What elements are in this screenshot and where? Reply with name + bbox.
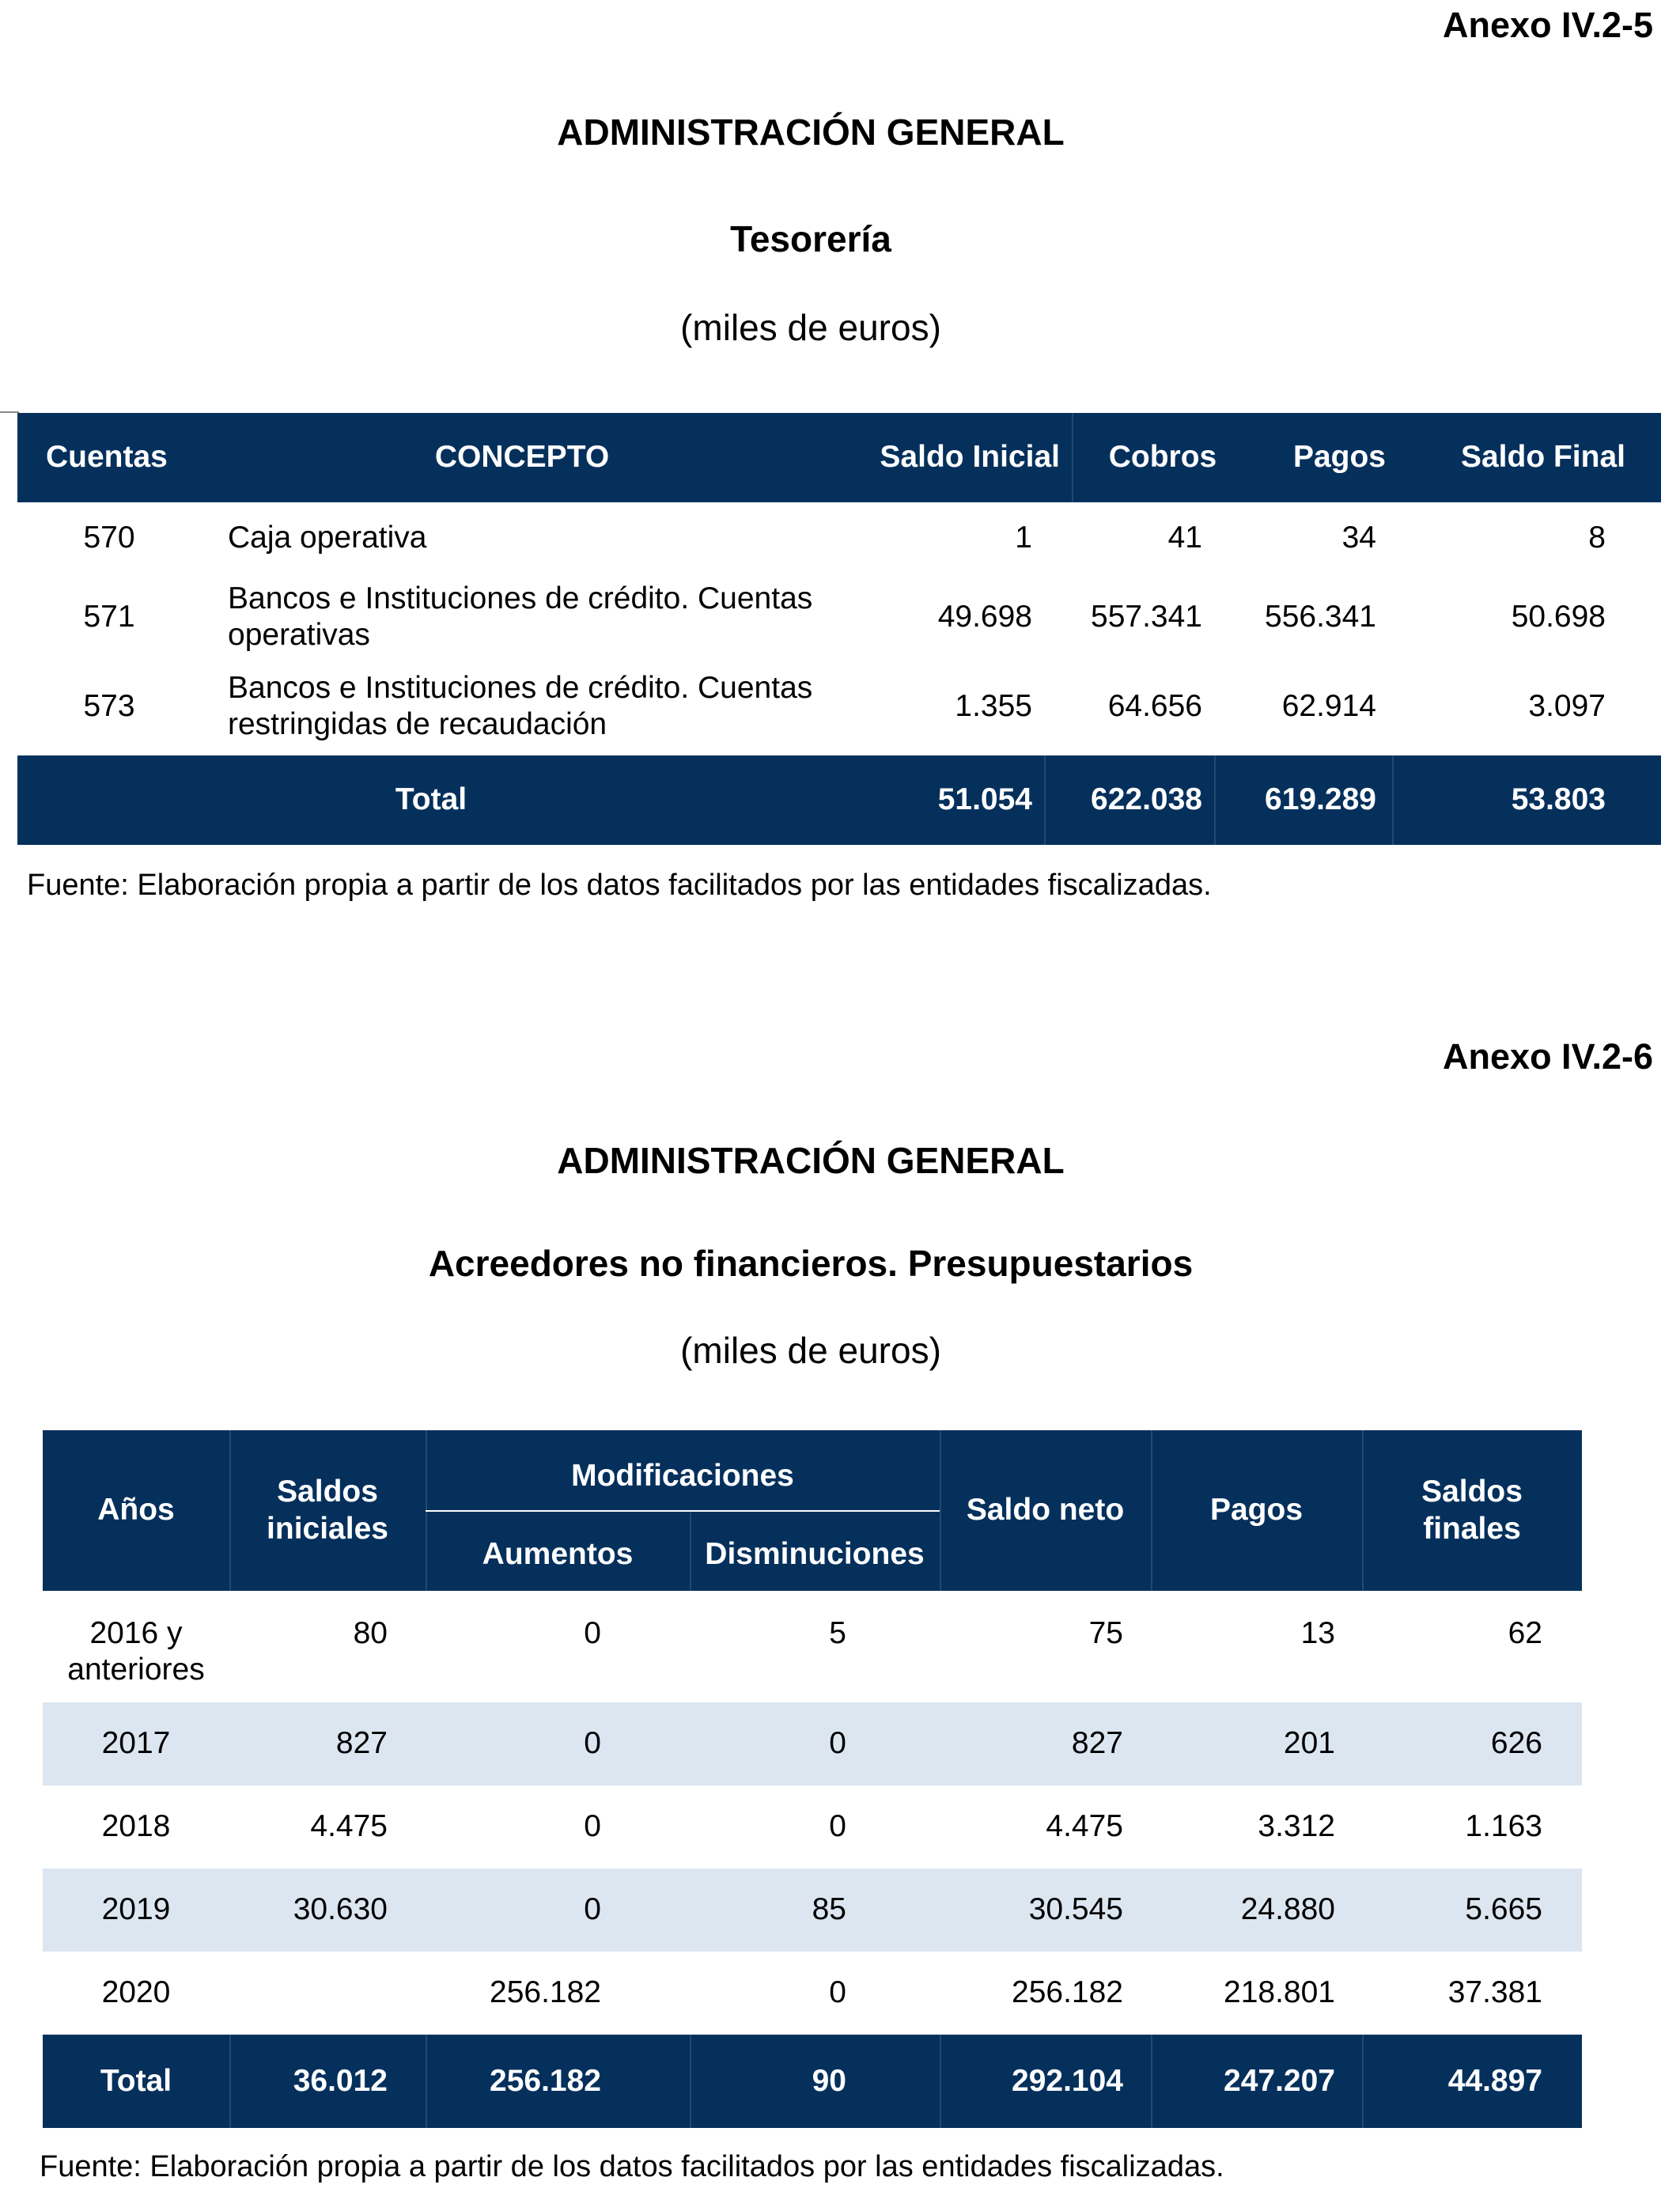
cell-aumentos: 0 bbox=[584, 1616, 601, 1650]
header-line: Saldos bbox=[1421, 1475, 1523, 1509]
cell-cuenta: 573 bbox=[83, 688, 135, 723]
cell-saldos-iniciales: 80 bbox=[353, 1616, 388, 1650]
cell-saldo-inicial: 1 bbox=[1015, 520, 1032, 555]
header-line: finales bbox=[1423, 1511, 1521, 1546]
total-label: Total bbox=[100, 2063, 172, 2098]
cell-saldo-inicial: 49.698 bbox=[937, 599, 1032, 634]
cell-pagos: 218.801 bbox=[1224, 1975, 1335, 2010]
cell-pagos: 13 bbox=[1300, 1616, 1335, 1650]
cell-cobros: 557.341 bbox=[1091, 599, 1202, 634]
total-saldo-neto: 292.104 bbox=[1012, 2063, 1123, 2098]
cell-aumentos: 0 bbox=[584, 1809, 601, 1844]
cell-saldo-neto: 4.475 bbox=[1046, 1809, 1123, 1844]
cell-saldos-iniciales: 30.630 bbox=[293, 1892, 388, 1927]
ano-line: 2016 y bbox=[89, 1616, 183, 1650]
cell-saldo-final: 50.698 bbox=[1511, 599, 1606, 634]
table-subtitle: Acreedores no financieros. Presupuestarios bbox=[428, 1243, 1194, 1284]
header-cuentas: Cuentas bbox=[46, 440, 168, 475]
cell-pagos: 3.312 bbox=[1258, 1809, 1335, 1844]
cell-pagos: 556.341 bbox=[1265, 599, 1376, 634]
section-title: ADMINISTRACIÓN GENERAL bbox=[557, 1140, 1065, 1181]
cell-saldo-neto: 30.545 bbox=[1028, 1892, 1123, 1927]
total-pagos: 247.207 bbox=[1224, 2063, 1335, 2098]
cell-pagos: 34 bbox=[1341, 520, 1376, 555]
cell-disminuciones: 85 bbox=[812, 1892, 846, 1927]
annex-label: Anexo IV.2-5 bbox=[1443, 5, 1653, 45]
cell-disminuciones: 0 bbox=[829, 1726, 846, 1761]
header-pagos: Pagos bbox=[1292, 440, 1386, 475]
concepto-line: Bancos e Instituciones de crédito. Cuentas bbox=[228, 581, 813, 615]
section-title: ADMINISTRACIÓN GENERAL bbox=[557, 112, 1065, 153]
total-saldo-inicial: 51.054 bbox=[937, 782, 1032, 817]
concepto-line: operativas bbox=[228, 618, 370, 652]
concepto-line: restringidas de recaudación bbox=[228, 707, 607, 741]
table-subtitle: Tesorería bbox=[730, 218, 891, 259]
cell-cobros: 41 bbox=[1167, 520, 1202, 555]
header-saldos-iniciales bbox=[229, 1430, 426, 1591]
total-label: Total bbox=[395, 782, 467, 817]
total-cobros: 622.038 bbox=[1091, 782, 1202, 817]
total-saldos-iniciales: 36.012 bbox=[293, 2063, 388, 2098]
cell-concepto bbox=[228, 574, 845, 661]
cell-saldos-iniciales bbox=[237, 1952, 388, 2035]
header-saldos-finales bbox=[1362, 1430, 1582, 1591]
total-pagos: 619.289 bbox=[1265, 782, 1376, 817]
total-saldos-finales: 44.897 bbox=[1447, 2063, 1542, 2098]
ano-line: anteriores bbox=[67, 1653, 205, 1687]
header-aumentos: Aumentos bbox=[482, 1536, 634, 1571]
cell-ano: 2019 bbox=[101, 1892, 171, 1927]
cell-saldo-neto: 75 bbox=[1088, 1616, 1123, 1650]
cell-saldos-iniciales: 827 bbox=[335, 1726, 388, 1761]
header-saldo-neto: Saldo neto bbox=[966, 1493, 1125, 1528]
total-aumentos: 256.182 bbox=[490, 2063, 601, 2098]
header-modificaciones: Modificaciones bbox=[571, 1458, 794, 1493]
total-saldo-final: 53.803 bbox=[1511, 782, 1606, 817]
source-note: Fuente: Elaboración propia a partir de los datos facilitados por las entidades fiscalizadas. bbox=[40, 2150, 1224, 2183]
units-note: (miles de euros) bbox=[680, 1330, 941, 1371]
cell-cuenta: 571 bbox=[83, 599, 135, 634]
header-line: Saldos bbox=[277, 1475, 378, 1509]
cell-saldos-finales: 5.665 bbox=[1465, 1892, 1542, 1927]
rule-mark bbox=[0, 411, 19, 413]
cell-ano: 2017 bbox=[101, 1726, 171, 1761]
cell-saldo-inicial: 1.355 bbox=[955, 688, 1032, 723]
cell-pagos: 201 bbox=[1283, 1726, 1335, 1761]
header-anos: Años bbox=[97, 1493, 175, 1528]
cell-concepto bbox=[228, 663, 845, 750]
cell-cuenta: 570 bbox=[83, 520, 135, 555]
cell-disminuciones: 5 bbox=[829, 1616, 846, 1650]
header-line: iniciales bbox=[267, 1511, 388, 1546]
cell-saldo-final: 3.097 bbox=[1528, 688, 1606, 723]
annex-label: Anexo IV.2-6 bbox=[1443, 1036, 1653, 1077]
header-disminuciones: Disminuciones bbox=[705, 1536, 925, 1571]
header-saldo-final: Saldo Final bbox=[1460, 440, 1625, 475]
header-saldo-inicial: Saldo Inicial bbox=[880, 440, 1060, 475]
total-disminuciones: 90 bbox=[812, 2063, 846, 2098]
cell-aumentos: 256.182 bbox=[490, 1975, 601, 2010]
cell-ano bbox=[43, 1615, 229, 1694]
cell-ano: 2020 bbox=[101, 1975, 171, 2010]
header-divider bbox=[426, 1510, 940, 1512]
header-concepto: CONCEPTO bbox=[434, 440, 610, 475]
cell-saldos-finales: 62 bbox=[1508, 1616, 1542, 1650]
concepto-line: Bancos e Instituciones de crédito. Cuentas bbox=[228, 670, 813, 705]
cell-saldos-finales: 37.381 bbox=[1447, 1975, 1542, 2010]
cell-ano: 2018 bbox=[101, 1809, 171, 1844]
cell-cobros: 64.656 bbox=[1107, 688, 1202, 723]
cell-pagos: 62.914 bbox=[1281, 688, 1376, 723]
cell-saldos-finales: 1.163 bbox=[1465, 1809, 1542, 1844]
cell-disminuciones: 0 bbox=[829, 1975, 846, 2010]
cell-saldos-finales: 626 bbox=[1490, 1726, 1542, 1761]
cell-saldo-neto: 827 bbox=[1071, 1726, 1123, 1761]
header-cobros: Cobros bbox=[1108, 440, 1217, 475]
cell-saldo-neto: 256.182 bbox=[1012, 1975, 1123, 2010]
cell-disminuciones: 0 bbox=[829, 1809, 846, 1844]
source-note: Fuente: Elaboración propia a partir de los datos facilitados por las entidades fiscalizadas. bbox=[27, 869, 1212, 902]
cell-concepto: Caja operativa bbox=[228, 520, 427, 555]
cell-aumentos: 0 bbox=[584, 1892, 601, 1927]
cell-pagos: 24.880 bbox=[1240, 1892, 1335, 1927]
cell-saldos-iniciales: 4.475 bbox=[310, 1809, 388, 1844]
header-pagos: Pagos bbox=[1209, 1493, 1304, 1528]
cell-saldo-final: 8 bbox=[1588, 520, 1606, 555]
units-note: (miles de euros) bbox=[680, 307, 941, 348]
cell-aumentos: 0 bbox=[584, 1726, 601, 1761]
